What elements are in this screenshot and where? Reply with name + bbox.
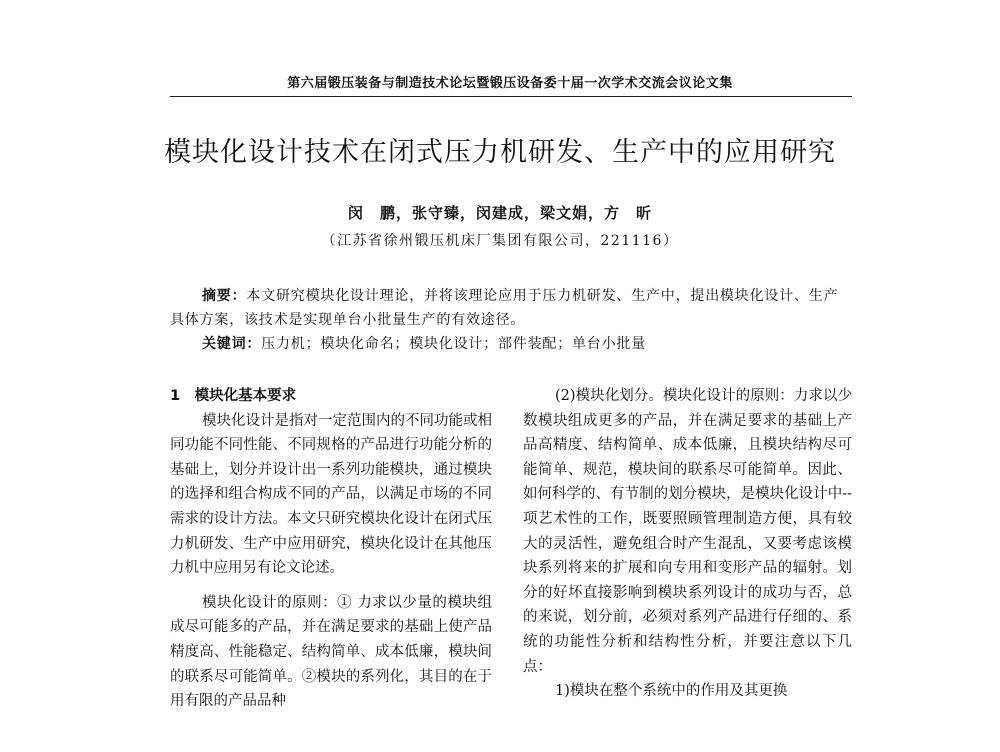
- abstract-paragraph: [170, 284, 852, 332]
- abstract-label: 摘要：: [202, 288, 247, 304]
- header-rule: [170, 96, 852, 97]
- paper-title: 模块化设计技术在闭式压力机研发、生产中的应用研究: [164, 137, 836, 168]
- abstract-block: [170, 284, 852, 356]
- right-column: [523, 384, 852, 704]
- paper-authors: 闵 鹏，张守臻，闵建成，梁文娟，方 昕: [347, 204, 652, 222]
- section-heading: 1 模块化基本要求: [170, 388, 297, 404]
- keywords-paragraph: [170, 332, 852, 356]
- running-header: 第六届锻压装备与制造技术论坛暨锻压设备委十届一次学术交流会议论文集: [287, 76, 733, 91]
- body-paragraph-3: (2)模块化划分。模块化设计的原则：力求以少数模块组成更多的产品，并在满足要求的基础上产品高精度、结构简单、成本低廉，且模块结构尽可能简单、规范，模块间的联系尽可能简单。因此、如何科学的、有节制的划分模块，是模块化设计中--项艺术性的工作，既要照顾管理制造方便，具有较大的灵活性，避免组合时产生混乱，又要考虑该模块系列将来的扩展和向专用和变形产品的辐射。划分的好坏直接影响到模块系列设计的成功与否，总的来说，划分前，必须对系列产品进行仔细的、系统的功能性分析和结构性分析，并要注意以下几点：: [523, 388, 852, 675]
- paper-affiliation: （江苏省徐州锻压机床厂集团有限公司，221116）: [321, 233, 679, 249]
- body-paragraph-2: 模块化设计的原则：① 力求以少量的模块组成尽可能多的产品，并在满足要求的基础上使产品精度高、性能稳定、结构简单、成本低廉，模块间的联系尽可能简单。②模块的系列化，其目的在于用有限的产品品种: [170, 594, 492, 710]
- body-paragraph-4: 1)模块在整个系统中的作用及其更换: [555, 683, 788, 700]
- keywords-label: 关键词：: [202, 336, 262, 352]
- keywords-text: 压力机；模块化命名；模块化设计；部件装配；单台小批量: [261, 336, 647, 352]
- abstract-text: 本文研究模块化设计理论，并将该理论应用于压力机研发、生产中，提出模块化设计、生产具体方案，该技术是实现单台小批量生产的有效途径。: [170, 288, 839, 328]
- left-column: [170, 384, 492, 714]
- body-paragraph-1: 模块化设计是指对一定范围内的不同功能或相同功能不同性能、不同规格的产品进行功能分析的基础上，划分并设计出一系列功能模块，通过模块的选择和组合构成不同的产品，以满足市场的不同需求的设计方法。本文只研究模块化设计在闭式压力机研发、生产中应用研究，模块化设计在其他压力机中应用另有论文论述。: [170, 412, 492, 577]
